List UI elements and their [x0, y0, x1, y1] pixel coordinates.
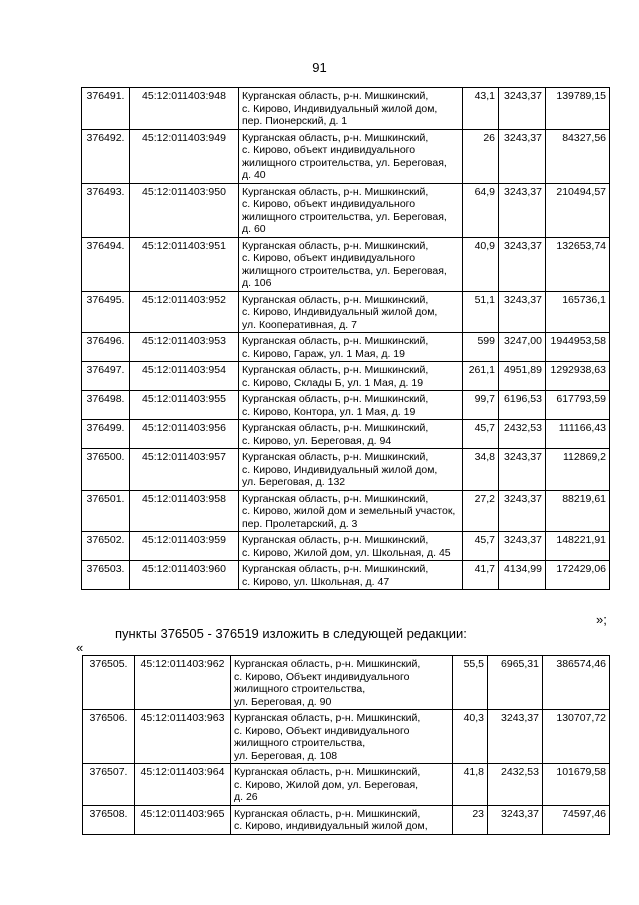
cadastral-cost-cell: 88219,61 — [546, 490, 610, 532]
cadastral-cost-cell: 111166,43 — [546, 420, 610, 449]
address-cell — [239, 561, 463, 590]
unit-price-cell: 4951,89 — [499, 362, 546, 391]
unit-price-cell: 3243,37 — [488, 805, 543, 834]
address-line: Курганская область, р-н. Мишкинский, — [234, 712, 421, 724]
cadastral-number-cell: 45:12:011403:952 — [130, 291, 239, 333]
area-cell: 41,7 — [463, 561, 499, 590]
unit-price-cell: 3243,37 — [499, 129, 546, 183]
address-line: Курганская область, р-н. Мишкинский, — [234, 807, 421, 820]
row-number-cell: 376508. — [83, 805, 135, 834]
address-line: с. Кирово, Контора, ул. 1 Мая, д. 19 — [242, 405, 416, 418]
address-cell — [231, 710, 453, 764]
address-line: с. Кирово, объект индивидуального — [242, 198, 416, 210]
table-row — [82, 88, 610, 130]
table-row — [82, 532, 610, 561]
area-cell: 45,7 — [463, 532, 499, 561]
address-line: с. Кирово, Жилой дом, ул. Береговая, — [234, 778, 419, 791]
cadastral-number-cell: 45:12:011403:962 — [135, 656, 231, 710]
address-line: ул. Береговая, д. 90 — [234, 695, 332, 708]
address-line: Курганская область, р-н. Мишкинский, — [242, 90, 429, 102]
cadastral-cost-cell: 172429,06 — [546, 561, 610, 590]
row-number-cell: 376500. — [82, 449, 130, 491]
cadastral-number-cell: 45:12:011403:965 — [135, 805, 231, 834]
area-cell: 261,1 — [463, 362, 499, 391]
area-cell: 599 — [463, 333, 499, 362]
address-line: ул. Береговая, д. 108 — [234, 749, 338, 762]
row-number-cell: 376506. — [83, 710, 135, 764]
cadastral-number-cell: 45:12:011403:957 — [130, 449, 239, 491]
address-line: жилищного строительства, ул. Береговая, — [242, 264, 447, 277]
address-line: д. 26 — [234, 791, 258, 803]
unit-price-cell: 3243,37 — [499, 490, 546, 532]
row-number-cell: 376502. — [82, 532, 130, 561]
unit-price-cell: 3243,37 — [499, 532, 546, 561]
address-cell — [239, 129, 463, 183]
area-cell: 51,1 — [463, 291, 499, 333]
cadastral-number-cell: 45:12:011403:960 — [130, 561, 239, 590]
cadastral-number-cell: 45:12:011403:955 — [130, 391, 239, 420]
address-line: пер. Пролетарский, д. 3 — [242, 517, 358, 530]
area-cell: 55,5 — [453, 656, 488, 710]
unit-price-cell: 3243,37 — [499, 237, 546, 291]
area-cell: 45,7 — [463, 420, 499, 449]
table-row — [82, 237, 610, 291]
cadastral-number-cell: 45:12:011403:948 — [130, 88, 239, 130]
address-line: д. 60 — [242, 223, 266, 235]
address-line: Курганская область, р-н. Мишкинский, — [234, 658, 421, 670]
address-line: Курганская область, р-н. Мишкинский, — [242, 335, 429, 347]
cadastral-cost-cell: 165736,1 — [546, 291, 610, 333]
area-cell: 27,2 — [463, 490, 499, 532]
table-row — [82, 129, 610, 183]
address-line: Курганская область, р-н. Мишкинский, — [242, 451, 429, 463]
table-row — [83, 656, 610, 710]
address-cell — [239, 291, 463, 333]
table-row — [83, 710, 610, 764]
row-number-cell: 376496. — [82, 333, 130, 362]
cadastral-cost-cell: 210494,57 — [546, 183, 610, 237]
address-cell — [239, 237, 463, 291]
address-line: с. Кирово, Индивидуальный жилой дом, — [242, 102, 438, 115]
row-number-cell: 376491. — [82, 88, 130, 130]
address-line: Курганская область, р-н. Мишкинский, — [242, 293, 429, 306]
cadastral-cost-cell: 132653,74 — [546, 237, 610, 291]
address-cell — [239, 183, 463, 237]
address-line: Курганская область, р-н. Мишкинский, — [242, 422, 429, 434]
row-number-cell: 376497. — [82, 362, 130, 391]
address-line: пер. Пионерский, д. 1 — [242, 115, 348, 127]
area-cell: 23 — [453, 805, 488, 834]
unit-price-cell: 4134,99 — [499, 561, 546, 590]
cadastral-cost-cell: 1292938,63 — [546, 362, 610, 391]
row-number-cell: 376505. — [83, 656, 135, 710]
unit-price-cell: 2432,53 — [499, 420, 546, 449]
cadastral-number-cell: 45:12:011403:950 — [130, 183, 239, 237]
table-row — [82, 391, 610, 420]
cadastral-number-cell: 45:12:011403:959 — [130, 532, 239, 561]
address-cell — [239, 420, 463, 449]
address-cell — [239, 449, 463, 491]
address-line: Курганская область, р-н. Мишкинский, — [242, 534, 429, 546]
unit-price-cell: 3243,37 — [488, 710, 543, 764]
area-cell: 41,8 — [453, 764, 488, 806]
cadastral-number-cell: 45:12:011403:949 — [130, 129, 239, 183]
cadastral-number-cell: 45:12:011403:954 — [130, 362, 239, 391]
unit-price-cell: 3243,37 — [499, 449, 546, 491]
address-line: с. Кирово, Гараж, ул. 1 Мая, д. 19 — [242, 347, 405, 360]
cadastral-cost-cell: 148221,91 — [546, 532, 610, 561]
address-cell — [239, 532, 463, 561]
row-number-cell: 376493. — [82, 183, 130, 237]
address-line: Курганская область, р-н. Мишкинский, — [242, 364, 429, 376]
table-row — [82, 449, 610, 491]
row-number-cell: 376499. — [82, 420, 130, 449]
property-table-2 — [82, 655, 610, 835]
address-line: с. Кирово, ул. Школьная, д. 47 — [242, 575, 390, 588]
address-line: с. Кирово, объект индивидуального — [242, 144, 416, 156]
cadastral-number-cell: 45:12:011403:963 — [135, 710, 231, 764]
unit-price-cell: 6965,31 — [488, 656, 543, 710]
address-line: Курганская область, р-н. Мишкинский, — [242, 239, 429, 252]
address-line: Курганская область, р-н. Мишкинский, — [242, 131, 429, 144]
address-line: с. Кирово, Индивидуальный жилой дом, — [242, 463, 438, 476]
table-row — [82, 561, 610, 590]
address-line: с. Кирово, Индивидуальный жилой дом, — [242, 306, 438, 318]
address-cell — [231, 764, 453, 806]
cadastral-number-cell: 45:12:011403:956 — [130, 420, 239, 449]
cadastral-number-cell: 45:12:011403:964 — [135, 764, 231, 806]
address-line: Курганская область, р-н. Мишкинский, — [242, 492, 429, 505]
cadastral-cost-cell: 101679,58 — [543, 764, 610, 806]
row-number-cell: 376492. — [82, 129, 130, 183]
address-cell — [239, 88, 463, 130]
cadastral-cost-cell: 386574,46 — [543, 656, 610, 710]
page-number: 91 — [312, 60, 327, 75]
area-cell: 64,9 — [463, 183, 499, 237]
area-cell: 43,1 — [463, 88, 499, 130]
table-row — [83, 805, 610, 834]
cadastral-cost-cell: 139789,15 — [546, 88, 610, 130]
closing-quote: »; — [596, 612, 607, 627]
address-line: жилищного строительства, — [234, 737, 366, 749]
cadastral-cost-cell: 130707,72 — [543, 710, 610, 764]
cadastral-cost-cell: 84327,56 — [546, 129, 610, 183]
address-line: Курганская область, р-н. Мишкинский, — [242, 185, 429, 198]
address-line: Курганская область, р-н. Мишкинский, — [234, 766, 421, 778]
table-row — [82, 183, 610, 237]
amendment-instruction: пункты 376505 - 376519 изложить в следующей редакции: — [115, 626, 467, 641]
table-row — [82, 333, 610, 362]
address-line: с. Кирово, Объект индивидуального — [234, 724, 410, 737]
unit-price-cell: 3243,37 — [499, 291, 546, 333]
address-cell — [239, 362, 463, 391]
area-cell: 99,7 — [463, 391, 499, 420]
address-line: с. Кирово, жилой дом и земельный участок, — [242, 505, 456, 517]
row-number-cell: 376503. — [82, 561, 130, 590]
row-number-cell: 376494. — [82, 237, 130, 291]
address-line: ул. Береговая, д. 132 — [242, 476, 346, 488]
row-number-cell: 376507. — [83, 764, 135, 806]
area-cell: 26 — [463, 129, 499, 183]
row-number-cell: 376495. — [82, 291, 130, 333]
area-cell: 40,3 — [453, 710, 488, 764]
cadastral-cost-cell: 617793,59 — [546, 391, 610, 420]
cadastral-cost-cell: 1944953,58 — [546, 333, 610, 362]
cadastral-cost-cell: 112869,2 — [546, 449, 610, 491]
table-row — [82, 362, 610, 391]
address-line: с. Кирово, Жилой дом, ул. Школьная, д. 45 — [242, 546, 451, 559]
address-line: с. Кирово, ул. Береговая, д. 94 — [242, 434, 392, 447]
row-number-cell: 376498. — [82, 391, 130, 420]
address-cell — [239, 490, 463, 532]
cadastral-number-cell: 45:12:011403:951 — [130, 237, 239, 291]
opening-quote: « — [76, 640, 84, 655]
address-cell — [231, 656, 453, 710]
table-row — [82, 490, 610, 532]
row-number-cell: 376501. — [82, 490, 130, 532]
address-line: с. Кирово, объект индивидуального — [242, 252, 416, 264]
address-line: с. Кирово, Объект индивидуального — [234, 670, 410, 683]
address-line: д. 106 — [242, 277, 272, 289]
property-table-2-body — [83, 656, 610, 835]
unit-price-cell: 3243,37 — [499, 88, 546, 130]
property-table-1-body — [82, 88, 610, 590]
area-cell: 34,8 — [463, 449, 499, 491]
table-row — [83, 764, 610, 806]
address-line: жилищного строительства, — [234, 683, 366, 695]
address-cell — [231, 805, 453, 834]
unit-price-cell: 6196,53 — [499, 391, 546, 420]
unit-price-cell: 3243,37 — [499, 183, 546, 237]
address-line: жилищного строительства, ул. Береговая, — [242, 210, 447, 223]
cadastral-number-cell: 45:12:011403:953 — [130, 333, 239, 362]
table-row — [82, 291, 610, 333]
address-line: с. Кирово, Склады Б, ул. 1 Мая, д. 19 — [242, 376, 424, 389]
unit-price-cell: 2432,53 — [488, 764, 543, 806]
unit-price-cell: 3247,00 — [499, 333, 546, 362]
table-row — [82, 420, 610, 449]
address-line: ул. Кооперативная, д. 7 — [242, 318, 357, 331]
address-line: с. Кирово, индивидуальный жилой дом, — [234, 820, 428, 832]
cadastral-cost-cell: 74597,46 — [543, 805, 610, 834]
address-line: жилищного строительства, ул. Береговая, — [242, 156, 447, 169]
property-table-1 — [81, 87, 610, 590]
address-line: д. 40 — [242, 169, 266, 181]
address-cell — [239, 333, 463, 362]
address-line: Курганская область, р-н. Мишкинский, — [242, 393, 429, 405]
address-cell — [239, 391, 463, 420]
area-cell: 40,9 — [463, 237, 499, 291]
address-line: Курганская область, р-н. Мишкинский, — [242, 563, 429, 575]
cadastral-number-cell: 45:12:011403:958 — [130, 490, 239, 532]
